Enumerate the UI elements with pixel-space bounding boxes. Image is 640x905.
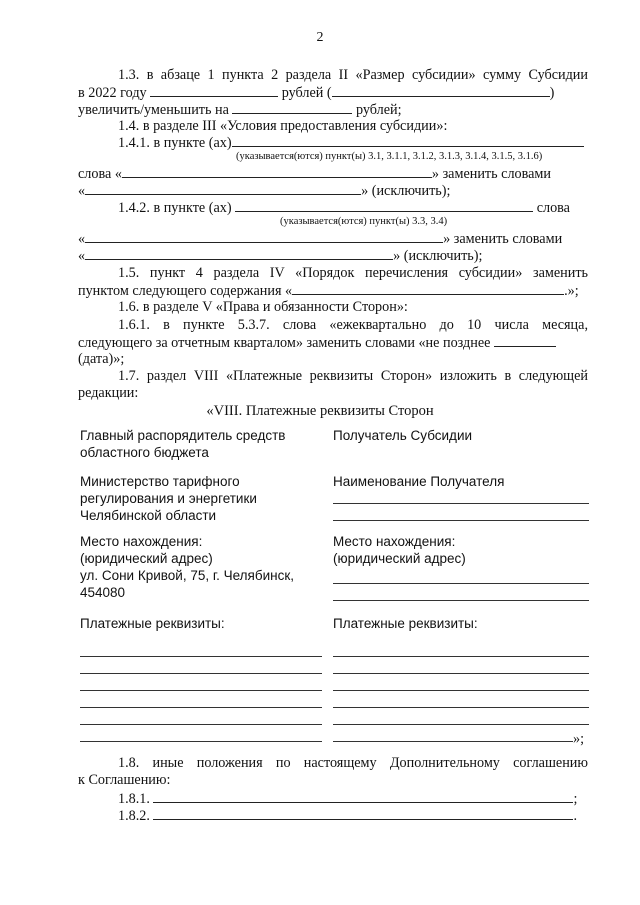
blank-1-4-1-points[interactable] bbox=[232, 133, 584, 147]
item-1-3-line-2: в 2022 году рублей ( ) bbox=[78, 85, 555, 101]
item-1-6-1-line-2: следующего за отчетным кварталом» заменить словами «не позднее bbox=[78, 333, 556, 352]
left-payment-line-3[interactable] bbox=[80, 690, 322, 691]
blank-1-8-1[interactable] bbox=[153, 789, 573, 803]
item-1-7-line-1: 1.7. раздел VIII «Платежные реквизиты Сторон» изложить в следующей bbox=[118, 368, 588, 384]
right-payment-line-3[interactable] bbox=[333, 690, 589, 691]
blank-1-4-2-points[interactable] bbox=[235, 198, 533, 212]
left-payment-line-2[interactable] bbox=[80, 673, 322, 674]
right-role: Получатель Субсидии bbox=[333, 428, 473, 443]
item-1-6: 1.6. в разделе V «Права и обязанности Сторон»: bbox=[118, 299, 408, 315]
item-1-8-line-1: 1.8. иные положения по настоящему Дополнительному соглашению bbox=[118, 755, 588, 771]
left-payment-line-4[interactable] bbox=[80, 707, 322, 708]
blank-1-6-1-date[interactable] bbox=[494, 333, 556, 347]
blank-amount-words[interactable] bbox=[332, 83, 550, 97]
left-payment-line-6[interactable] bbox=[80, 741, 322, 742]
item-1-8-2: 1.8.2. . bbox=[118, 808, 578, 824]
blank-amount-year[interactable] bbox=[150, 83, 278, 97]
right-name-line-1[interactable] bbox=[333, 503, 589, 504]
item-1-6-1-line-1: 1.6.1. в пункте 5.3.7. слова «ежеквартально до 10 числа месяца, bbox=[118, 317, 588, 333]
left-name: Министерство тарифного регулирования и энергетики Челябинской области bbox=[80, 474, 257, 523]
right-payment-line-6[interactable] bbox=[333, 741, 573, 742]
item-1-4-1-new: « » (исключить); bbox=[78, 183, 451, 199]
left-payment-line-1[interactable] bbox=[80, 656, 322, 657]
note-1-4-2: (указывается(ются) пункт(ы) 3.3, 3.4) bbox=[280, 216, 448, 227]
item-1-4-1-words: слова « » заменить словами bbox=[78, 166, 551, 182]
left-role: Главный распорядитель средств областного бюджета bbox=[80, 428, 286, 460]
blank-1-8-2[interactable] bbox=[153, 806, 573, 820]
right-address-line-2[interactable] bbox=[333, 600, 589, 601]
item-1-6-1-line-3: (дата)»; bbox=[78, 351, 125, 367]
right-payment-line-2[interactable] bbox=[333, 673, 589, 674]
item-1-7-line-2: редакции: bbox=[78, 385, 139, 401]
item-1-4-2-new: « » (исключить); bbox=[78, 248, 483, 264]
requisites-closing-quote: »; bbox=[573, 731, 585, 747]
right-address-line-1[interactable] bbox=[333, 583, 589, 584]
requisites-title: «VIII. Платежные реквизиты Сторон bbox=[206, 403, 434, 419]
item-1-4-2-words: « » заменить словами bbox=[78, 231, 563, 247]
right-payment-line-4[interactable] bbox=[333, 707, 589, 708]
right-payment-label: Платежные реквизиты: bbox=[333, 616, 478, 631]
item-1-3-line-1: 1.3. в абзаце 1 пункта 2 раздела II «Размер субсидии» сумму Субсидии bbox=[118, 67, 588, 83]
left-address: Место нахождения: (юридический адрес) ул. Сони Кривой, 75, г. Челябинск, 454080 bbox=[80, 534, 294, 600]
item-1-3-line-3: увеличить/уменьшить на рублей; bbox=[78, 102, 402, 118]
item-1-4-1: 1.4.1. в пункте (ах) bbox=[118, 133, 584, 152]
item-1-5-line-2: пунктом следующего содержания « .»; bbox=[78, 283, 579, 299]
right-payment-line-1[interactable] bbox=[333, 656, 589, 657]
blank-change-amount[interactable] bbox=[232, 100, 352, 114]
blank-1-4-1-new-words[interactable] bbox=[85, 181, 361, 195]
page-number: 2 bbox=[316, 30, 324, 45]
right-name: Наименование Получателя bbox=[333, 474, 505, 489]
left-payment-line-5[interactable] bbox=[80, 724, 322, 725]
left-payment-label: Платежные реквизиты: bbox=[80, 616, 225, 631]
item-1-4: 1.4. в разделе III «Условия предоставления субсидии»: bbox=[118, 118, 448, 134]
item-1-8-line-2: к Соглашению: bbox=[78, 772, 171, 788]
right-address: Место нахождения: (юридический адрес) bbox=[333, 534, 466, 566]
item-1-4-2: 1.4.2. в пункте (ах) слова bbox=[118, 200, 570, 216]
item-1-5-line-1: 1.5. пункт 4 раздела IV «Порядок перечисления субсидии» заменить bbox=[118, 265, 588, 281]
right-name-line-2[interactable] bbox=[333, 520, 589, 521]
note-1-4-1: (указывается(ются) пункт(ы) 3.1, 3.1.1, 3.1.2, 3.1.3, 3.1.4, 3.1.5, 3.1.6) bbox=[236, 151, 543, 162]
blank-1-4-1-old-words[interactable] bbox=[122, 164, 432, 178]
right-payment-line-5[interactable] bbox=[333, 724, 589, 725]
blank-1-4-2-new-words[interactable] bbox=[85, 246, 393, 260]
blank-1-4-2-old-words[interactable] bbox=[85, 229, 443, 243]
blank-1-5-content[interactable] bbox=[292, 281, 564, 295]
item-1-8-1: 1.8.1. ; bbox=[118, 791, 578, 807]
